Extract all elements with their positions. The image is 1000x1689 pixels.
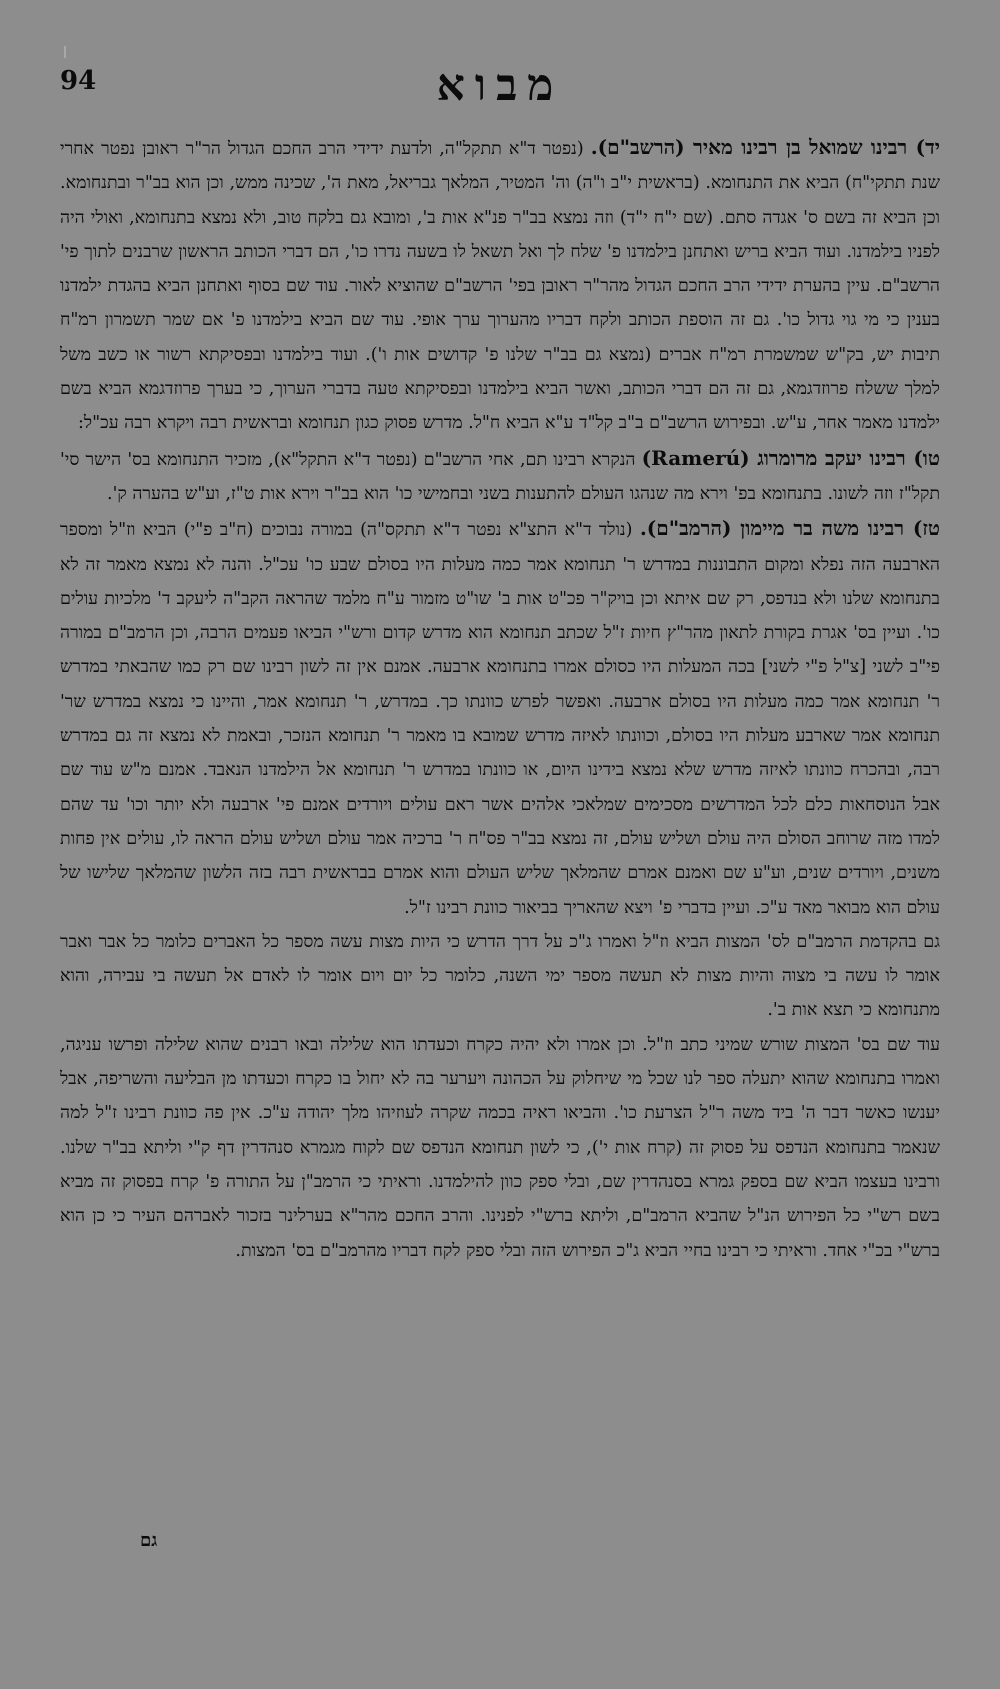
entry-head: טו) רבינו יעקב מרומרוג (Ramerú) [641,445,940,470]
page-title: מבוא [436,60,564,111]
paragraph: גם בהקדמת הרמב"ם לס' המצות הביא וז"ל ואמרו ג"כ על דרך הדרש כי היות מצות עשה מספר כל האברים כלומר כל אבר ואבר אומר לו עשה בי מצוה והיות מצות לא תעשה מספר ימי השנה, כלומר כל יום ויום אומר לו לאדם אל תעשה בי עבירה, והוא מתנחומא כי תצא אות ב'. [60,931,940,1021]
page-body [60,130,940,1630]
entry-text: (נפטר ד"א תתקל"ה, ולדעת ידידי הרב החכם הגדול הר"ר ראובן נפטר אחרי שנת תתקי"ח) הביא את התנחומא. (בראשית י"ב ו"ה) וה' המטיר, המלאך גבריאל, מאת ה', שכינה ממש, וכן הוא בב"ר ובתנחומא. וכן הביא זה בשם ס' אגדה סתם. (שם י"ח י"ד) וזה נמצא בב"ר פנ"א אות ב', ומובא גם בלקח טוב, ולא נמצא בתנחומא, ואולי היה לפניו בילמדנו. ועוד הביא בריש ואתחנן בילמדנו פ' שלח לך ואל תשאל לו בשעה נדרו כו', הם דברי הכותב הראשון שרבנים לתוך פי' הרשב"ם. עיין בהערת ידידי הרב החכם הגדול מהר"ר ראובן בפי' הרשב"ם שהוציא לאור. עוד שם בסוף ואתחנן הביא בהגדת ילמדנו בענין כי מי גוי גדול כו'. גם זה הוספת הכותב ולקח דבריו מהערוך ערך אופי. עוד שם הביא בילמדנו פ' אם שמר תשמרון רמ"ח תיבות יש, בק"ש שמשמרת רמ"ח אברים (נמצא גם בב"ר שלנו פ' קדושים אות ו'). ועוד בילמדנו ובפסיקתא רשור או כשב משל למלך ששלח פרוזדגמא, גם זה הם דברי הכותב, ואשר הביא בילמדנו ובפסיקתא טעה בדברי הערוך, כי בערך פרוזדגמא הביא בשם ילמדנו מאמר אחר, ע"ש. ובפירוש הרשב"ם ב"ב קל"ד ע"א הביא ח"ל. מדרש פסוק כגון תנחומא ובראשית רבה ויקרא רבה עכ"ל: [60,139,940,434]
catchword: גם [140,1530,158,1551]
entry-head: טז) רבינו משה בר מיימון (הרמב"ם). [639,516,940,541]
entry-head: יד) רבינו שמואל בן רבינו מאיר (הרשב"ם). [590,135,940,159]
page-number: 94 [60,66,97,96]
page-header [60,60,940,120]
entry-15 [60,441,940,512]
entry-text: (נולד ד"א התצ"א נפטר ד"א תתקס"ה) במורה נבוכים (ח"ב פ"י) הביא וז"ל ומספר הארבעה הזה נפלא ומקום התבוננות במדרש ר' תנחומא אמר כמה מעלות היו בסולם שבע כו' עכ"ל. והנה לא נמצא מאמר זה לא בתנחומא שלנו ולא בנדפס, רק שם איתא וכן בויק"ר פכ"ט אות ב' שו"ט מזמור ע"ח מלמד שהראה הקב"ה ליעקב ד' מלכיות עולים כו'. ועיין בס' אגרת בקורת לתאון מהר"ץ חיות ז"ל שכתב תנחומא הוא מדרש קדום ורש"י הביאו פעמים הרבה, וכן הרמב"ם במורה פי"ב לשני [צ"ל פ"י לשני] בכה המעלות היו כסולם אמרו בתנחומא ארבעה. אמנם אין זה לשון רבינו שם רק כמו שהבאתי במדרש ר' תנחומא אמר כמה מעלות היו בסולם ארבעה. ואפשר לפרש כוונתו כך. במדרש, ר' תנחומא אמר, והיינו כי נמצא במדרש שר' תנחומא אמר שארבע מעלות היו בסולם, וכוונתו לאיזה מדרש שמובא בו מאמר ר' תנחומא הנזכר, ובאמת לא נמצא זה גם במדרש רבה, ובהכרח כוונתו לאיזה מדרש שלא נמצא בידינו היום, או כוונתו במדרש ר' תנחומא אל הילמדנו הנאבד. אמנם מ"ש עוד שם אבל הנוסחאות כלם לכל המדרשים מסכימים שמלאכי אלהים אשר ראם עולים ויורדים אמנם פי' ארבעה ולא יותר וכו' עד שהם למדו מזה שרוחב הסולם היה עולם ושליש עולם, זה נמצא בב"ר פס"ח ר' ברכיה אמר עולם ושליש עולם הראה לו, עולים אין פחות משנים, ויורדים שנים, וע"ע שם ואמנם אמרם שהמלאך שליש העולם והוא אמרם בבראשית רבה בזה הלשון שהמלאך שלישו של עולם הוא מבואר מאד ע"כ. ועיין בדברי פ' ויצא שהאריך בביאור כוונת רבינו ז"ל. [60,520,940,918]
entry-16 [60,511,940,925]
entry-14 [60,130,940,441]
entry-text: הנקרא רבינו תם, אחי הרשב"ם (נפטר ד"א התקל"א), מזכיר התנחומא בס' הישר סי' תקל"ז וזה לשונו. בתנחומא בפ' וירא מה שנהגו העולם להתענות בשני ובחמישי כו' הוא בב"ר וירא אות ט"ז, וע"ש בהערה ק'. [60,449,940,504]
paragraph: עוד שם בס' המצות שורש שמיני כתב וז"ל. וכן אמרו ולא יהיה כקרח וכעדתו הוא שלילה ובאו רבנים שהוא שלילה ופרשו עניגה, ואמרו בתנחומא שהוא יתעלה ספר לנו שכל מי שיחלוק על הכהונה ויערער בה לא יחול בו כקרח וכעדתו מן הבליעה והשריפה, אבל יענשו כאשר דבר ה' ביד משה ר"ל הצרעת כו'. והביאו ראיה בכמה שקרה לעוזיהו מלך יהודה ע"כ. אין פה כוונת רבינו ז"ל למה שנאמר בתנחומא הנדפס על פסוק זה (קרח אות י'), כי לשון תנחומא הנדפס שם לקוח מגמרא סנהדרין דף ק"י וליתא בב"ר שלנו. ורבינו בעצמו הביא שם בספק גמרא בסנהדרין שם, ובלי ספק כוון להילמדנו. וראיתי כי הרמב"ן על התורה פ' קרח בפסוק זה מביא בשם רש"י כל הפירוש הנ"ל שהביא הרמב"ם, וליתא ברש"י לפנינו. והרב החכם מהר"א בערלינר בזכור לאברהם העיר כי כן הוא ברש"י בכ"י אחד. וראיתי כי רבינו בחיי הביא ג"כ הפירוש הזה ובלי ספק לקח דבריו מהרמב"ם בס' המצות. [60,1034,940,1261]
scan-mark [64,46,66,58]
